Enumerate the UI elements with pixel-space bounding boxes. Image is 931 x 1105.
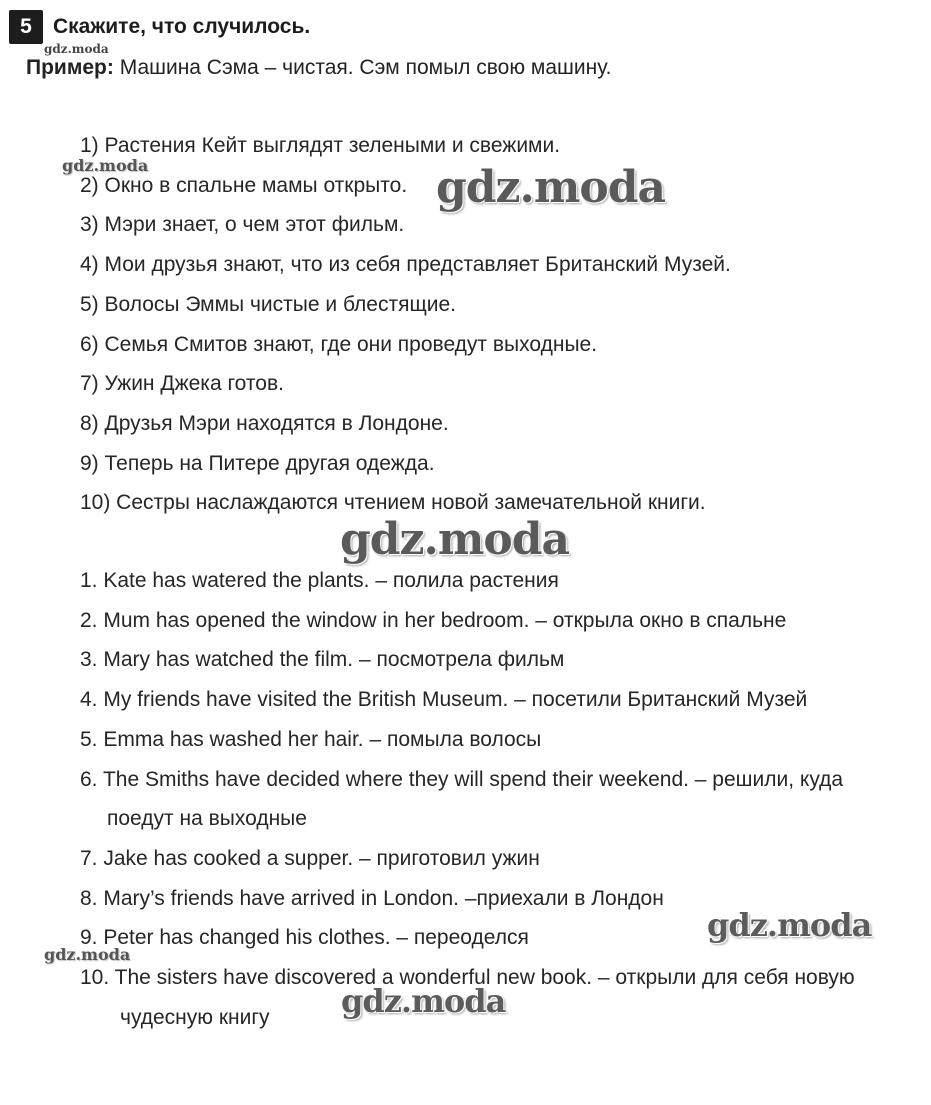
answer-item: 4. My friends have visited the British Museum. – посетили Британский Музей: [80, 688, 808, 712]
russian-sentence: 2) Окно в спальне мамы открыто.: [80, 173, 408, 197]
answer-item: 10. The sisters have discovered a wonderful new book. – открыли для себя новую: [80, 966, 855, 990]
watermark-logo: gdz.moda: [436, 162, 666, 213]
answer-item: 1. Kate has watered the plants. – полила растения: [80, 569, 559, 592]
russian-sentence: 8) Друзья Мэри находятся в Лондоне.: [80, 411, 449, 435]
russian-sentence: 10) Сестры наслаждаются чтением новой замечательной книги.: [80, 491, 706, 515]
answer-item: 7. Jake has cooked a supper. – приготовил ужин: [80, 846, 540, 870]
watermark-logo: gdz.moda: [340, 514, 570, 565]
russian-sentence: 5) Волосы Эммы чистые и блестящие.: [80, 292, 456, 316]
russian-sentence: 1) Растения Кейт выглядят зелеными и свежими.: [80, 134, 561, 157]
example-text: Машина Сэма – чистая. Сэм помыл свою машину.: [113, 56, 612, 79]
task-number-badge: 5: [9, 10, 43, 44]
russian-sentence: 3) Мэри знает, о чем этот фильм.: [80, 213, 405, 237]
russian-sentence: 9) Теперь на Питере другая одежда.: [80, 451, 435, 475]
watermark-logo: gdz.moda: [341, 982, 506, 1020]
answer-item: 6. The Smiths have decided where they will spend their weekend. – решили, куда: [80, 767, 844, 791]
answer-continuation-text: чудесную книгу: [120, 1005, 270, 1029]
example-label: Пример:: [26, 56, 114, 79]
answer-item: 9. Peter has changed his clothes. – переоделся: [80, 926, 529, 950]
answer-continuation-text: поедут на выходные: [107, 807, 307, 831]
answer-item: 8. Mary’s friends have arrived in London. –приехали в Лондон: [80, 886, 664, 910]
watermark-logo: gdz.moda: [62, 156, 149, 175]
watermark-logo: gdz.moda: [44, 945, 131, 964]
answer-item: 5. Emma has washed her hair. – помыла волосы: [80, 727, 542, 751]
answer-list: [80, 561, 855, 1037]
task-header: [9, 10, 310, 44]
task-title: Скажите, что случилось.: [53, 15, 311, 38]
answer-item: 3. Mary has watched the film. – посмотрела фильм: [80, 648, 565, 672]
watermark-logo: gdz.moda: [707, 906, 872, 944]
russian-sentence: 4) Мои друзья знают, что из себя представляет Британский Музей.: [80, 253, 731, 277]
answer-item: 2. Mum has opened the window in her bedroom. – открыла окно в спальне: [80, 608, 787, 632]
russian-sentence: 6) Семья Смитов знают, где они проведут выходные.: [80, 332, 598, 356]
russian-sentence: 7) Ужин Джека готов.: [80, 372, 284, 396]
answer-item-continuation: [80, 799, 855, 839]
watermark-logo: gdz.moda: [44, 42, 109, 56]
example-line: [26, 56, 611, 80]
